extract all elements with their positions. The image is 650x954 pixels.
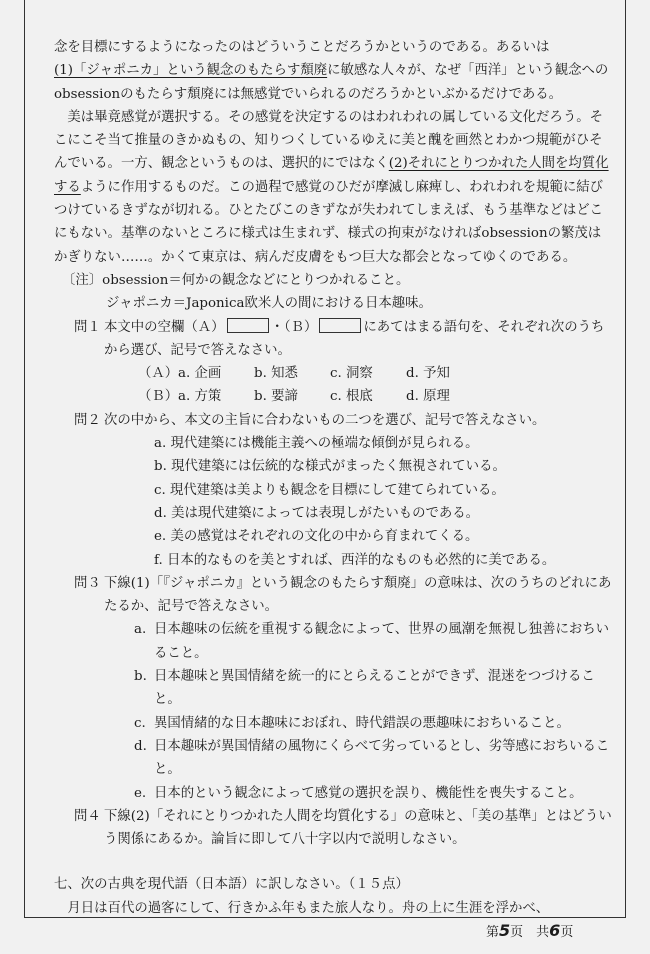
question-3-number: 問３	[74, 575, 101, 591]
passage-paragraph-2: 美は畢竟感覚が選択する。その感覚を決定するのはわれわれの属している文化だろう。そこにこそ当て推量のきかぬもの、知りつくしているゆえに美と醜を画然とわかつ規範がひそんでいる。一方、観念というものは、選択的にではなく(2)それにとりつかれた人間を均質化するように作用するものだ。この過程で感覚のひだが摩滅し麻痺し、われわれを規範に結びつけているきずなが切れる。ひとたびこのきずなが失われてしまえば、もう基準などはどこにもない。基準のないところに様式は生まれず、様式の拘束がなければobsessionの繁茂はかぎりない……。かくて東京は、病んだ皮膚をもつ巨大な都会となってゆくのである。	[54, 109, 609, 265]
option: c. 洞察	[330, 366, 373, 382]
option: c. 根底	[330, 389, 373, 405]
question-1: 問１ 本文中の空欄（Ａ） ・（Ｂ） にあてはまる語句を、それぞれ次のうちから選び、記号で答えなさい。	[54, 316, 614, 363]
page-number: 第5页 共6页	[486, 921, 574, 940]
list-item: e. 日本的という観念によって感覚の選択を誤り、機能性を喪失すること。	[134, 785, 583, 801]
list-item: a. 現代建築には機能主義への極端な傾倒が見られる。	[154, 436, 479, 452]
option: a. 方策	[178, 389, 222, 405]
list-item: b. 現代建築には伝統的な様式がまったく無視されている。	[154, 459, 506, 475]
list-item: a. 日本趣味の伝統を重視する観念によって、世界の風潮を無視し独善におちいること。	[134, 622, 610, 661]
list-item: d. 日本趣味が異国情緒の風物にくらべて劣っているとし、劣等感におちいること。	[134, 738, 610, 778]
list-item: f. 日本的なものを美とすれば、西洋的なものも必然的に美である。	[154, 552, 556, 568]
question-1-options-b: （Ｂ）a. 方策 b. 要諦 c. 根底 d. 原理	[54, 385, 614, 408]
list-item: e. 美の感覚はそれぞれの文化の中から育まれてくる。	[154, 529, 479, 545]
question-3: 問３ 下線(1)「『ジャポニカ』という観念のもたらす頽廃」の意味は、次のうちのどれにあたるか、記号で答えなさい。	[54, 572, 614, 619]
passage-paragraph-1: 念を目標にするようになったのはどういうことだろうかというのである。あるいは (1)「ジャポニカ」という観念のもたらす頽廃に敏感な人々が、なぜ「西洋」という観念へのobsessionのもたらす頽廃には無感覚でいられるのだろうかといぶかるだけである。	[54, 40, 609, 102]
underline-1: (1)「ジャポニカ」という観念のもたらす頽廃	[54, 63, 328, 79]
blank-a[interactable]	[227, 318, 269, 333]
section-7-text: 月日は百代の過客にして、行きかふ年もまた旅人なり。舟の上に生涯を浮かべ、	[67, 900, 550, 916]
note-japonica: ジャポニカ＝Japonica欧米人の間における日本趣味。	[106, 296, 432, 312]
option: d. 原理	[406, 389, 450, 405]
option: b. 要諦	[254, 389, 298, 405]
option: a. 企画	[178, 366, 222, 382]
exam-content	[54, 36, 614, 920]
list-item: c. 現代建築は美よりも観念を目標にして建てられている。	[154, 482, 505, 498]
list-item: b. 日本趣味と異国情緒を統一的にとらえることができず、混迷をつづけること。	[134, 669, 595, 708]
question-4-number: 問４	[74, 808, 101, 824]
option: d. 予知	[406, 366, 450, 382]
question-4: 問４ 下線(2)「それにとりつかれた人間を均質化する」の意味と、「美の基準」とはどういう関係にあるか。論旨に即して八十字以内で説明しなさい。	[54, 805, 614, 852]
question-2-number: 問２	[74, 412, 101, 428]
section-7-heading: 七、次の古典を現代語（日本語）に訳しなさい。（１５点）	[54, 877, 409, 893]
option: b. 知悉	[254, 366, 298, 382]
blank-b[interactable]	[319, 318, 361, 333]
list-item: d. 美は現代建築によっては表現しがたいものである。	[154, 505, 480, 521]
question-2: 問２ 次の中から、本文の主旨に合わないもの二つを選び、記号で答えなさい。	[54, 409, 614, 432]
underline-2: (2)それにとりつかれた人間を均質化する	[54, 156, 609, 195]
note-obsession: 〔注〕obsession＝何かの観念などにとりつかれること。	[62, 272, 410, 288]
question-1-options-a: （Ａ）a. 企画 b. 知悉 c. 洞察 d. 予知	[54, 362, 614, 385]
question-1-number: 問１	[74, 319, 101, 335]
list-item: c. 異国情緒的な日本趣味におぼれ、時代錯誤の悪趣味におちいること。	[134, 715, 570, 731]
